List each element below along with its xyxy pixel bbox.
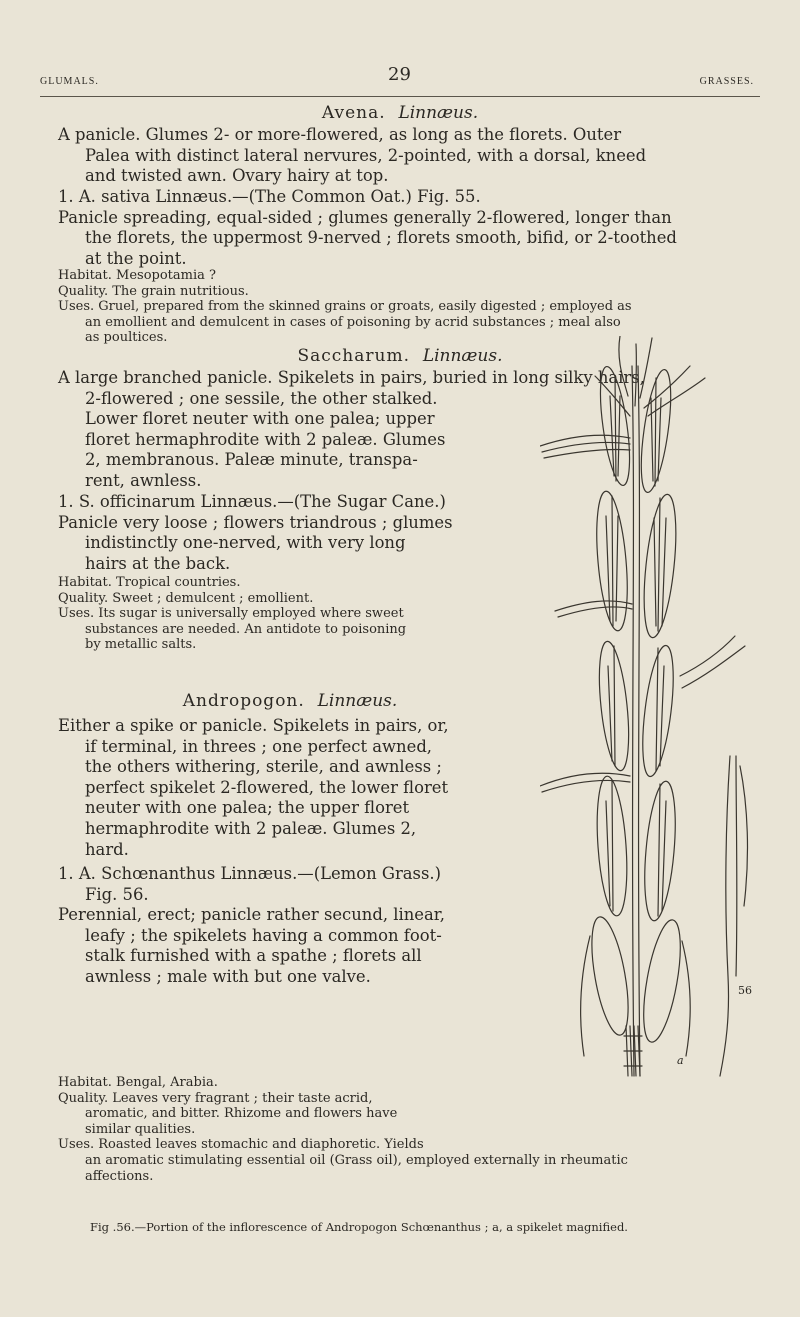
saccharum-species [58,492,453,574]
text-line: hermaphrodite with 2 paleæ. Glumes 2, [85,818,417,838]
text-line: indistinctly one-nerved, with very long [85,533,406,553]
text-line: substances are needed. An antidote to poisoning [85,621,407,637]
text-line: hard. [85,839,129,859]
text-line: and twisted awn. Ovary hairy at top. [85,166,389,186]
genus-name: Avena. [321,103,386,123]
authority: Linnæus. [317,691,398,711]
habitat-note: Habitat. Mesopotamia ? [58,268,216,283]
uses-note: Uses. Gruel, prepared from the skinned grains or groats, easily digested ; employed as [58,299,632,315]
text-line: Perennial, erect; panicle rather secund, linear, [58,905,446,925]
running-head-left: GLUMALS. [40,76,99,87]
text-line: if terminal, in threes ; one perfect awned, [85,736,433,756]
header-rule [40,96,760,97]
species-title: 1. A. sativa Linnæus.—(The Common Oat.) Fig. 55. [58,187,481,206]
avena-notes [58,268,632,346]
species-title: 1. S. officinarum Linnæus.—(The Sugar Cane.) [58,492,446,511]
text-line: stalk furnished with a spathe ; florets all [85,946,422,966]
habitat-note: Habitat. Tropical countries. [58,575,241,590]
page-number: 29 [388,64,411,85]
text-line: floret hermaphrodite with 2 paleæ. Glumes [85,429,446,449]
text-line: hairs at the back. [85,553,231,573]
uses-note: Uses. Roasted leaves stomachic and diaphoretic. Yields [58,1137,424,1153]
text-line: 2, membranous. Paleæ minute, transpa- [85,450,418,470]
andropogon-description [58,716,449,860]
text-line: an aromatic stimulating essential oil (Grass oil), employed externally in rheumatic [85,1152,628,1168]
text-line: aromatic, and bitter. Rhizome and flowers have [85,1106,398,1122]
authority: Linnæus. [422,346,503,366]
habitat-note: Habitat. Bengal, Arabia. [58,1075,218,1090]
text-line: A large branched panicle. Spikelets in pairs, buried in long silky hairs, [58,368,645,387]
text-line: awnless ; male with but one valve. [85,966,371,986]
text-line: Panicle spreading, equal-sided ; glumes generally 2-flowered, longer than [58,207,672,227]
grass-drawing [540,336,755,1106]
text-line: Lower floret neuter with one palea; upper [85,409,435,429]
quality-note: Quality. Leaves very fragrant ; their taste acrid, [58,1090,373,1106]
quality-note: Quality. Sweet ; demulcent ; emollient. [58,590,314,606]
text-line: affections. [85,1168,154,1184]
saccharum-notes [58,575,406,653]
text-line: 2-flowered ; one sessile, the other stalked. [85,388,438,408]
text-line: rent, awnless. [85,470,202,490]
andropogon-species [58,864,445,988]
text-line: by metallic salts. [85,637,197,653]
authority: Linnæus. [398,103,479,123]
figure-number-label: 56 [738,984,752,997]
quality-note: Quality. The grain nutritious. [58,283,249,299]
text-line: the florets, the uppermost 9-nerved ; florets smooth, bifid, or 2-toothed [85,228,677,248]
text-line: Palea with distinct lateral nervures, 2-pointed, with a dorsal, kneed [85,145,647,165]
text-line: an emollient and demulcent in cases of poisoning by acrid substances ; meal also [85,314,621,330]
text-line: leafy ; the spikelets having a common foot- [85,925,442,945]
uses-note: Uses. Its sugar is universally employed where sweet [58,606,404,622]
genus-name: Andropogon. [182,691,305,711]
genus-name: Saccharum. [297,346,410,366]
running-head-right: GRASSES. [699,76,754,87]
text-line: neuter with one palea; the upper floret [85,798,410,818]
avena-heading [40,103,760,123]
avena-description [58,125,646,187]
text-line: at the point. [85,248,187,268]
avena-species [58,187,677,269]
text-line: as poultices. [85,330,168,346]
text-line: Either a spike or panicle. Spikelets in pairs, or, [58,716,449,735]
andropogon-illustration [540,336,755,1106]
figure-letter-label: a [677,1054,684,1067]
text-line: similar qualities. [85,1121,196,1137]
andropogon-heading [40,691,540,711]
text-line: Panicle very loose ; flowers triandrous ; glumes [58,512,453,532]
figure-caption: Fig .56.—Portion of the inflorescence of Andropogon Schœnanthus ; a, a spikelet magnified. [90,1220,628,1234]
text-line: Fig. 56. [85,884,149,904]
text-line: perfect spikelet 2-flowered, the lower floret [85,777,449,797]
species-title: 1. A. Schœnanthus Linnæus.—(Lemon Grass.) [58,864,441,883]
text-line: the others withering, sterile, and awnless ; [85,757,442,777]
text-line: A panicle. Glumes 2- or more-flowered, as long as the florets. Outer [58,125,622,144]
